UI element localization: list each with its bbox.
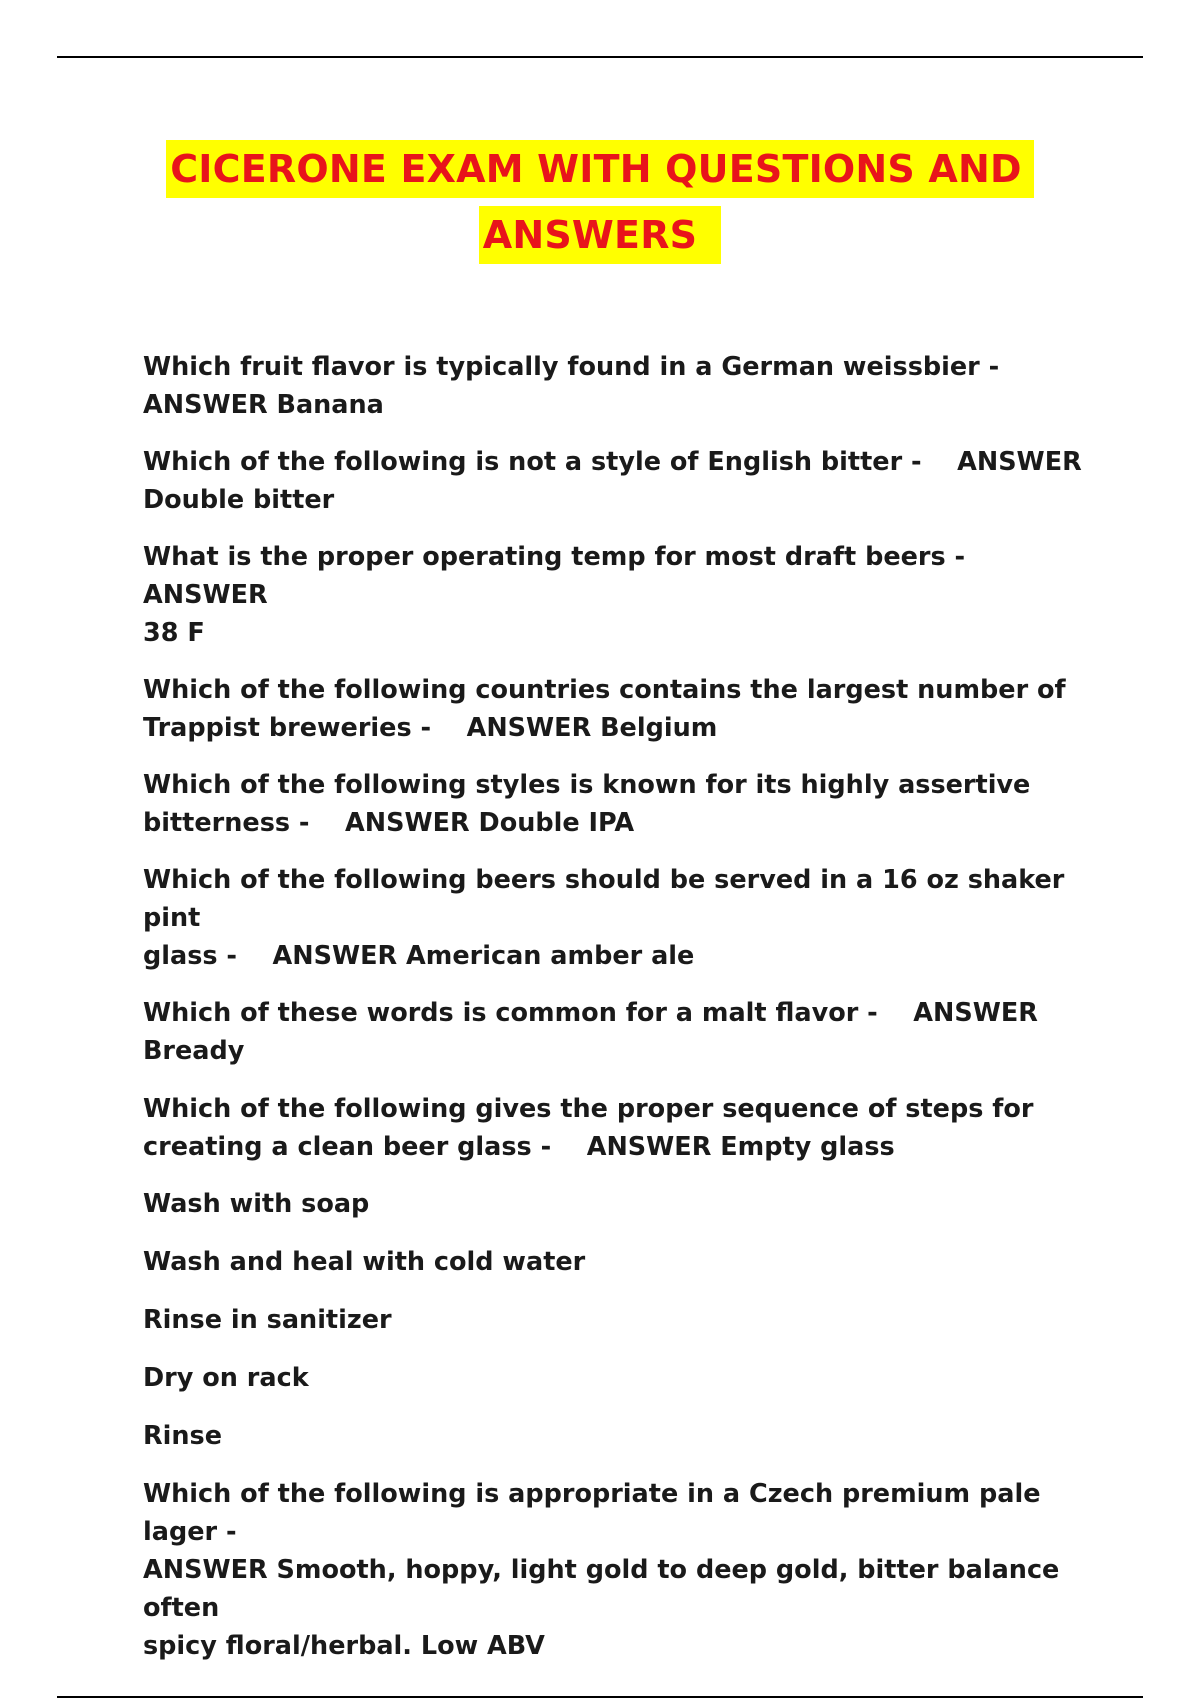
qa-item-5 xyxy=(143,766,1103,842)
answer-text: 38 F xyxy=(143,618,205,648)
qa-item-4 xyxy=(143,671,1103,747)
answer-text: bitterness - ANSWER Double IPA xyxy=(143,808,635,838)
qa-item-8 xyxy=(143,1090,1103,1166)
question-text: Which of the following is not a style of English bitter - ANSWER xyxy=(143,447,1082,477)
question-text: Which of the following styles is known for its highly assertive xyxy=(143,770,1031,800)
question-text: Which of the following gives the proper sequence of steps for xyxy=(143,1094,1034,1124)
qa-item-6 xyxy=(143,861,1103,975)
title-line-2: ANSWERS xyxy=(479,206,721,264)
question-text: Which fruit flavor is typically found in a German weissbier - xyxy=(143,352,1000,382)
step-text: Dry on rack xyxy=(143,1363,309,1393)
step-wash-with-soap xyxy=(143,1185,1103,1223)
question-text: Which of the following is appropriate in a Czech premium pale lager - xyxy=(143,1479,1050,1547)
step-rinse xyxy=(143,1417,1103,1455)
step-text: Rinse in sanitizer xyxy=(143,1305,392,1335)
document-title xyxy=(0,140,1200,264)
question-text: Which of these words is common for a malt flavor - ANSWER Bready xyxy=(143,998,1047,1066)
qa-item-3 xyxy=(143,538,1103,652)
qa-item-9 xyxy=(143,1475,1103,1665)
answer-text: ANSWER Smooth, hoppy, light gold to deep gold, bitter balance often xyxy=(143,1555,1069,1623)
qa-item-2 xyxy=(143,443,1103,519)
step-wash-cold-water xyxy=(143,1243,1103,1281)
step-dry-on-rack xyxy=(143,1359,1103,1397)
bottom-rule xyxy=(57,1696,1143,1698)
question-text: Which of the following countries contains the largest number of xyxy=(143,675,1066,705)
answer-text: Trappist breweries - ANSWER Belgium xyxy=(143,713,718,743)
step-rinse-sanitizer xyxy=(143,1301,1103,1339)
qa-item-7 xyxy=(143,994,1103,1070)
step-text: Rinse xyxy=(143,1421,223,1451)
answer-text: Double bitter xyxy=(143,485,335,515)
step-text: Wash and heal with cold water xyxy=(143,1247,586,1277)
top-rule xyxy=(57,56,1143,58)
question-text: Which of the following beers should be served in a 16 oz shaker pint xyxy=(143,865,1074,933)
answer-text: creating a clean beer glass - ANSWER Empty glass xyxy=(143,1132,895,1162)
answer-text: ANSWER Banana xyxy=(143,390,384,420)
qa-item-1 xyxy=(143,348,1103,424)
answer-text: glass - ANSWER American amber ale xyxy=(143,941,695,971)
step-text: Wash with soap xyxy=(143,1189,370,1219)
answer-text-continued: spicy floral/herbal. Low ABV xyxy=(143,1631,545,1661)
title-line-1: CICERONE EXAM WITH QUESTIONS AND xyxy=(166,140,1034,198)
question-text: What is the proper operating temp for most draft beers - ANSWER xyxy=(143,542,1001,610)
qa-list xyxy=(143,348,1103,1684)
